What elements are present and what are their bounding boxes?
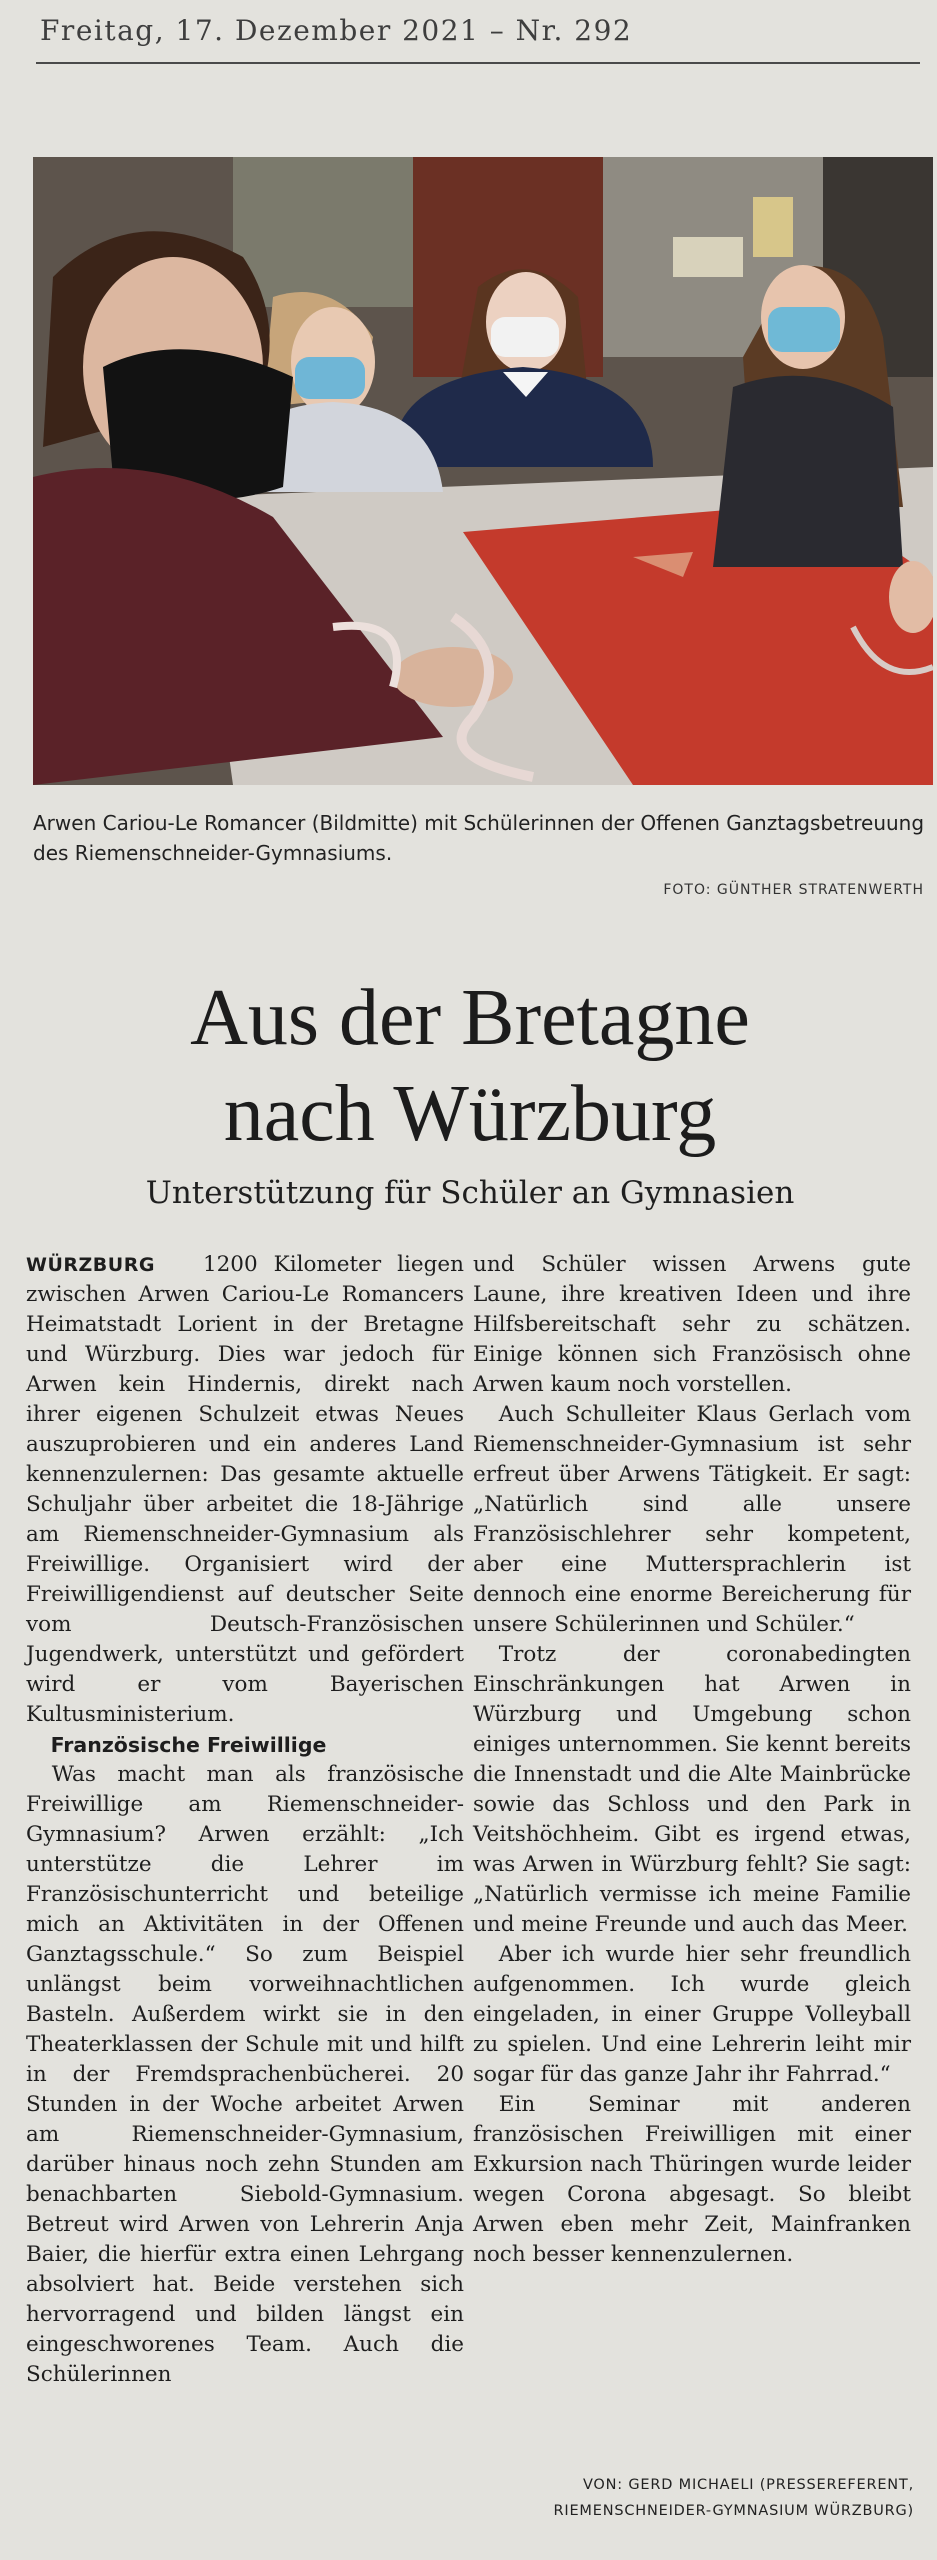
section-heading: Französische Freiwillige	[50, 1733, 327, 1757]
paragraph: und Schüler wissen Arwens gute Laune, ihre kreativen Ideen und ihre Hilfsbereitschaft sehr zu schätzen. Einige können sich Französisch ohne Arwen kaum noch vorstellen.	[473, 1252, 911, 1397]
headline-line-1: Aus der Bretagne	[190, 974, 750, 1062]
author-line-1: VON: GERD MICHAELI (PRESSEREFERENT,	[582, 2477, 914, 2493]
article-headline	[40, 970, 900, 1162]
photo-caption: Arwen Cariou-Le Romancer (Bildmitte) mit Schülerinnen der Offenen Ganztagsbetreuung des Riemenschneider-Gymnasiums.	[33, 811, 925, 865]
date-issue-line: Freitag, 17. Dezember 2021 – Nr. 292	[40, 14, 633, 47]
header-rule	[36, 62, 920, 64]
paragraph: Trotz der coronabedingten Einschränkungen hat Arwen in Würzburg und Umgebung schon einiges unternommen. Sie kennt bereits die Innenstadt und die Alte Mainbrücke sowie das Schloss und den Park in Veitshöchheim. Gibt es irgend etwas, was Arwen in Würzburg fehlt? Sie sagt: „Natürlich vermisse ich meine Familie und meine Freunde und auch das Meer.	[473, 1642, 911, 1937]
photo-credit: FOTO: GÜNTHER STRATENWERTH	[663, 882, 924, 898]
classroom-photo-image	[33, 157, 933, 785]
article-column-left	[26, 1250, 464, 2390]
author-line-2: RIEMENSCHNEIDER-GYMNASIUM WÜRZBURG)	[553, 2503, 914, 2519]
paragraph-text: 1200 Kilometer liegen zwischen Arwen Cariou-Le Romancers Heimatstadt Lorient in der Bretagne und Würzburg. Dies war jedoch für Arwen kein Hindernis, direkt nach ihrer eigenen Schulzeit etwas Neues auszuprobieren und ein anderes Land kennenzulernen: Das gesamte aktuelle Schuljahr über arbeitet die 18-Jährige am Riemenschneider-Gymnasium als Freiwillige. Organisiert wird der Freiwilligendienst auf deutscher Seite vom Deutsch-Französischen Jugendwerk, unterstützt und gefördert wird er vom Bayerischen Kultusministerium.	[26, 1252, 464, 1727]
article-photo	[33, 157, 933, 785]
author-credit	[480, 2472, 914, 2524]
paragraph: Aber ich wurde hier sehr freundlich aufgenommen. Ich wurde gleich eingeladen, in einer Gruppe Volleyball zu spielen. Und eine Lehrerin leiht mir sogar für das ganze Jahr ihr Fahrrad.“	[473, 1942, 911, 2087]
paragraph: Was macht man als französische Freiwillige am Riemenschneider-Gymnasium? Arwen erzählt: „Ich unterstütze die Lehrer im Französischunterricht und beteilige mich an Aktivitäten in der Offenen Ganztagsschule.“ So zum Beispiel unlängst beim vorweihnachtlichen Basteln. Außerdem wirkt sie in den Theaterklassen der Schule mit und hilft in der Fremdsprachenbücherei. 20 Stunden in der Woche arbeitet Arwen am Riemenschneider-Gymnasium, darüber hinaus noch zehn Stunden am benachbarten Siebold-Gymnasium. Betreut wird Arwen von Lehrerin Anja Baier, die hierfür extra einen Lehrgang absolviert hat. Beide verstehen sich hervorragend und bilden längst ein eingeschworenes Team. Auch die Schülerinnen	[26, 1762, 464, 2387]
headline-line-2: nach Würzburg	[223, 1070, 717, 1158]
paragraph: Auch Schulleiter Klaus Gerlach vom Riemenschneider-Gymnasium ist sehr erfreut über Arwens Tätigkeit. Er sagt: „Natürlich sind alle unsere Französischlehrer sehr kompetent, aber eine Muttersprachlerin ist dennoch eine enorme Bereicherung für unsere Schülerinnen und Schüler.“	[473, 1402, 911, 1637]
article-subheadline: Unterstützung für Schüler an Gymnasien	[145, 1175, 795, 1211]
article-column-right	[473, 1250, 911, 2270]
paragraph: Ein Seminar mit anderen französischen Freiwilligen mit einer Exkursion nach Thüringen wurde leider wegen Corona abgesagt. So bleibt Arwen eben mehr Zeit, Mainfranken noch besser kennenzulernen.	[473, 2092, 911, 2267]
dateline: WÜRZBURG	[26, 1254, 155, 1276]
paragraph	[26, 1250, 464, 1730]
